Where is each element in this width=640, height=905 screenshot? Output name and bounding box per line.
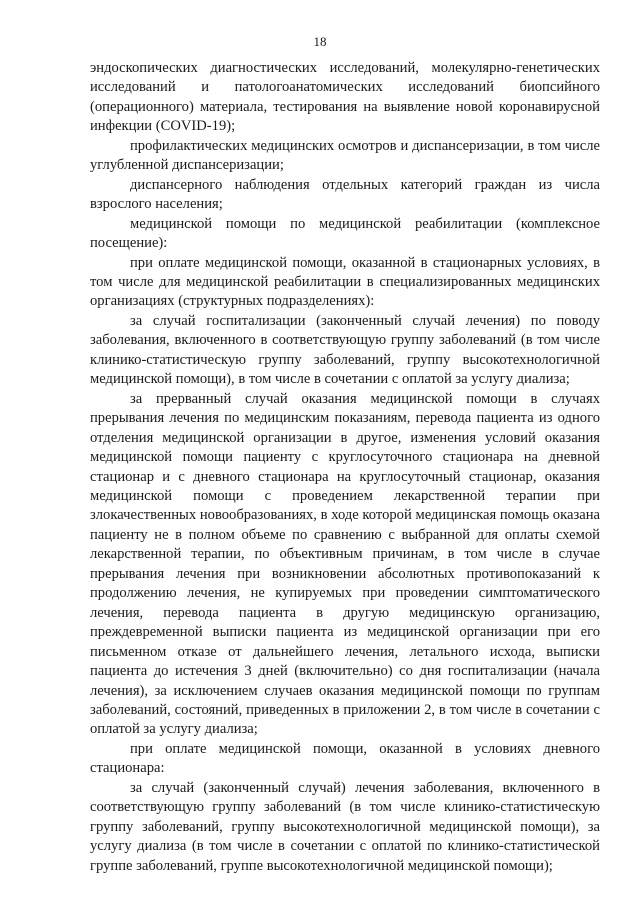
- paragraph-day-hospital-payment: при оплате медицинской помощи, оказанной в условиях дневного стационара:: [90, 740, 600, 777]
- document-body: [90, 59, 600, 876]
- paragraph-hospitalization-case: за случай госпитализации (законченный случай лечения) по поводу заболевания, включенного в соответствующую группу заболеваний (в том числе клинико-статистическую группу заболеваний, группу высокотехнологичной медицинской помощи), в том числе в сочетании с оплатой за услугу диализа;: [90, 312, 600, 388]
- paragraph-dispensary-observation: диспансерного наблюдения отдельных категорий граждан из числа взрослого населения;: [90, 176, 600, 213]
- page-number: 18: [313, 34, 327, 49]
- paragraph-medical-rehabilitation: медицинской помощи по медицинской реабилитации (комплексное посещение):: [90, 215, 600, 252]
- paragraph-preventive-exams: профилактических медицинских осмотров и диспансеризации, в том числе углубленной диспансеризации;: [90, 137, 600, 174]
- paragraph-diagnostic-research: эндоскопических диагностических исследований, молекулярно-генетических исследований и патологоанатомических исследований биопсийного (операционного) материала, тестирования на выявление новой коронавирусной инфекции (COVID-19);: [90, 60, 600, 135]
- paragraph-inpatient-payment: при оплате медицинской помощи, оказанной в стационарных условиях, в том числе для медицинской реабилитации в специализированных медицинских организациях (структурных подразделениях):: [90, 254, 600, 310]
- paragraph-day-hospital-case: за случай (законченный случай) лечения заболевания, включенного в соответствующую группу заболеваний (в том числе клинико-статистическую группу заболеваний, группу высокотехнологичной медицинской помощи), за услугу диализа (в том числе в сочетании с оплатой по клинико-статистической группе заболеваний, группе высокотехнологичной медицинской помощи);: [90, 779, 600, 874]
- paragraph-interrupted-case: за прерванный случай оказания медицинской помощи в случаях прерывания лечения по медицинским показаниям, перевода пациента из одного отделения медицинской организации в другое, изменения условий оказания медицинской помощи пациенту с круглосуточного стационара на дневной стационар и с дневного стационара на круглосуточный стационар, оказания медицинской помощи с проведением лекарственной терапии при злокачественных новообразованиях, в ходе которой медицинская помощь оказана пациенту не в полном объеме по сравнению с выбранной для оплаты схемой лекарственной терапии, по объективным причинам, в том числе в случае прерывания лечения при возникновении абсолютных противопоказаний к продолжению лечения, не купируемых при проведении симптоматического лечения, перевода пациента в другую медицинскую организацию, преждевременной выписки пациента из медицинской организации при его письменном отказе от дальнейшего лечения, летального исхода, выписки пациента до истечения 3 дней (включительно) со дня госпитализации (начала лечения), за исключением случаев оказания медицинской помощи по группам заболеваний, состояний, приведенных в приложении 2, в том числе в сочетании с оплатой за услугу диализа;: [90, 390, 600, 738]
